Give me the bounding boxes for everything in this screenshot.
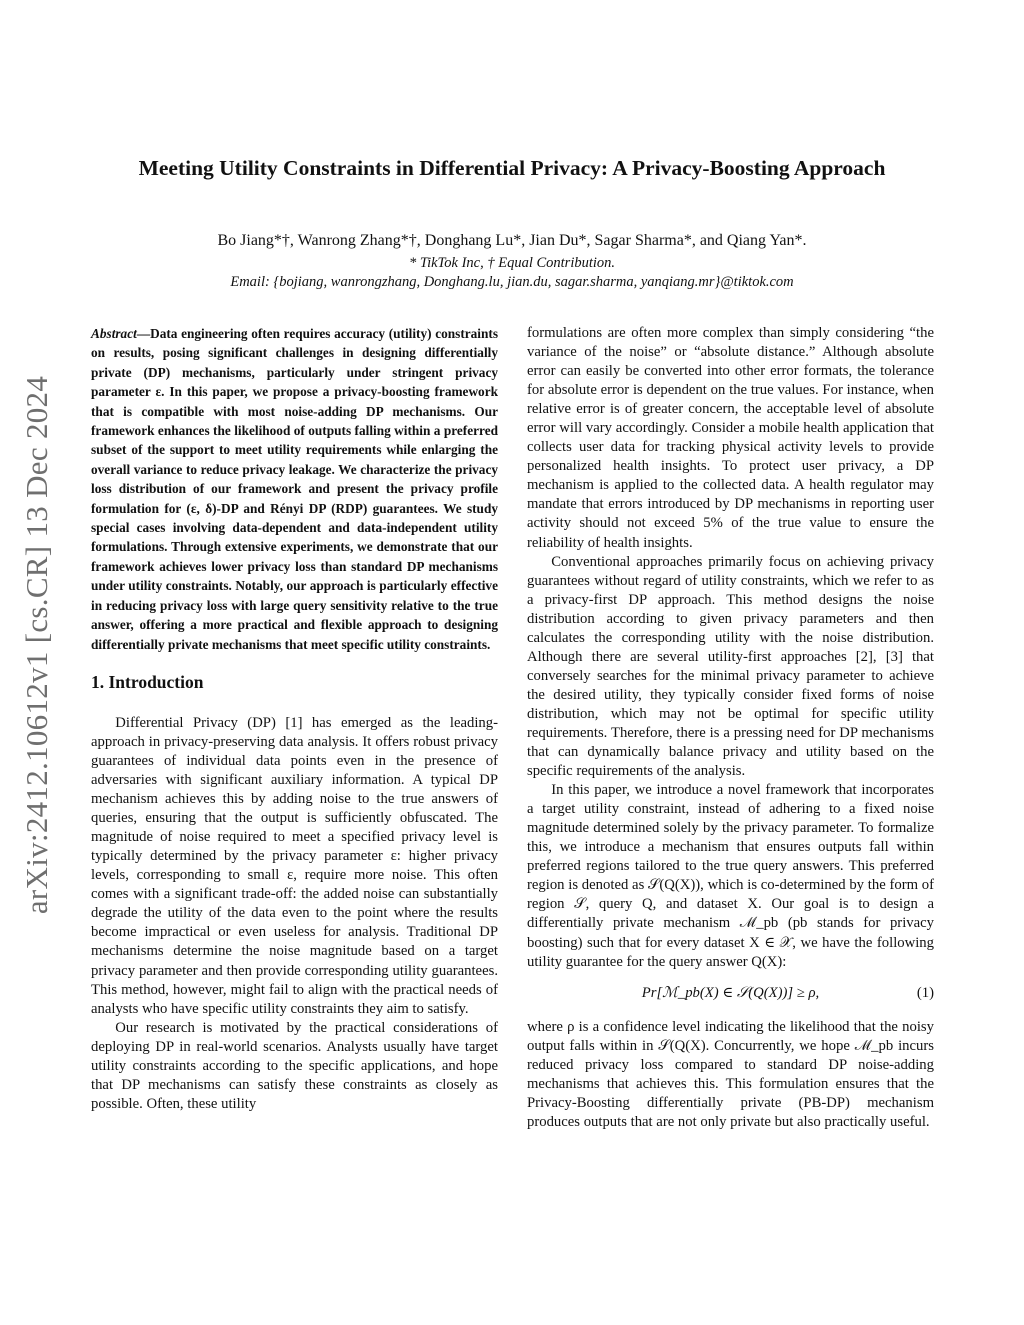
abstract-text: —Data engineering often requires accuracy (utility) constraints on results, posing significant challenges in designing differentially private (DP) mechanisms, particularly under stringent privacy parameter ε. In this paper, we propose a privacy-boosting framework that is compatible with most noise-adding DP mechanisms. Our framework enhances the likelihood of outputs falling within a preferred subset of the support to meet utility requirements while enlarging the overall variance to reduce privacy leakage. We characterize the privacy loss distribution of our framework and present the privacy profile formulation for (ε, δ)-DP and Rényi DP (RDP) guarantees. We study special cases involving data-dependent and data-independent utility formulations. Through extensive experiments, we demonstrate that our framework achieves lower privacy loss than standard DP mechanisms under utility constraints. Notably, our approach is particularly effective in reducing privacy loss with large query sensitivity relative to the true answer, offering a more practical and flexible approach to designing differentially private mechanisms that meet specific utility constraints.	[91, 326, 498, 652]
left-column	[91, 324, 498, 1114]
arxiv-identifier-stamp	[14, 350, 60, 940]
intro-paragraph: Our research is motivated by the practical considerations of deploying DP in real-world scenarios. Analysts usually have target utility constraints according to the specific applications, and hope that DP mechanisms can satisfy these constraints as closely as possible. Often, these utility	[91, 1019, 498, 1112]
body-paragraph: where ρ is a confidence level indicating the likelihood that the noisy output falls within in 𝒮(Q(X). Concurrently, we hope ℳ_pb incurs reduced privacy loss compared to standard DP noise-adding mechanisms that achieves this. This formulation ensures that the Privacy-Boosting differentially private (PB-DP) mechanism produces outputs that are not only private but also practically useful.	[527, 1018, 934, 1130]
abstract-label: Abstract	[91, 326, 137, 341]
body-paragraph: Conventional approaches primarily focus on achieving privacy guarantees without regard of utility constraints, which we refer to as a privacy-first DP approach. This method designs the noise distribution according to given privacy parameters and then calculates the corresponding utility with the noise distribution. Although there are several utility-first approaches [2], [3] that conversely searches for the minimal privacy parameter to achieve the desired utility, they typically consider fixed forms of noise distribution, which may not be optimal for specific utility requirements. Therefore, there is a pressing need for DP mechanisms that can dynamically balance privacy and utility based on the specific requirements of the analysis.	[527, 553, 934, 780]
equation-1	[527, 984, 934, 1006]
affiliation-line: * TikTok Inc, † Equal Contribution.	[408, 255, 616, 271]
equation-number: (1)	[916, 984, 934, 1001]
equation-body: Pr[ℳ_pb(X) ∈ 𝒮(Q(X))] ≥ ρ,	[641, 984, 820, 1001]
right-column	[527, 324, 934, 1132]
body-paragraph: In this paper, we introduce a novel framework that incorporates a target utility constraint, instead of adhering to a fixed noise magnitude determined solely by the privacy parameter. To formalize this, we introduce a mechanism that ensures outputs fall within preferred regions tailored to the true query answers. This preferred region is denoted as 𝒮(Q(X)), which is co-determined by the form of region 𝒮, query Q, and dataset X. Our goal is to design a differentially private mechanism ℳ_pb (pb stands for privacy boosting) such that for every dataset X ∈ 𝒳, we have the following utility guarantee for the query answer Q(X):	[527, 782, 934, 970]
author-list: Bo Jiang*†, Wanrong Zhang*†, Donghang Lu*, Jian Du*, Sagar Sharma*, and Qiang Yan*.	[217, 232, 807, 249]
intro-paragraph: Differential Privacy (DP) [1] has emerged as the leading-approach in privacy-preserving data analysis. It offers robust privacy guarantees of individual data points even in the presence of adversaries with significant auxiliary information. A typical DP mechanism achieves this by adding noise to the true answers of queries, ensuring that the output is sufficiently obfuscated. The magnitude of noise required to meet a specified privacy level is typically determined by the privacy parameter ε: higher privacy levels, corresponding to small ε, require more noise. This often comes with a significant trade-off: the added noise can substantially degrade the utility of the data even to the point where the results become impractical or even useless for analysis. Traditional DP mechanisms determine the noise magnitude based on a target privacy parameter and then provide corresponding utility guarantees. This method, however, might fail to align with the practical needs of analysts who have specific utility constraints they aim to satisfy.	[91, 714, 498, 1017]
paper-title: Meeting Utility Constraints in Differential Privacy: A Privacy-Boosting Approach	[138, 156, 886, 180]
arxiv-identifier-text: arXiv:2412.10612v1 [cs.CR] 13 Dec 2024	[19, 375, 54, 915]
email-line: Email: {bojiang, wanrongzhang, Donghang.lu, jian.du, sagar.sharma, yanqiang.mr}@tiktok.com	[230, 274, 794, 290]
body-paragraph: formulations are often more complex than simply considering “the variance of the noise” or “absolute distance.” Although absolute error can easily be converted into other error formats, the tolerance for absolute error is dependent on the true values. For instance, when relative error is of greater concern, the acceptable level of absolute error will vary accordingly. Consider a mobile health application that collects user data for tracking physical activity levels to provide personalized health insights. To protect user privacy, a DP mechanism is applied to the collected data. A health regulator may mandate that errors introduced by DP mechanisms in reporting user activity should not exceed 5% of the true value to ensure the reliability of health insights.	[527, 325, 934, 551]
section-heading-introduction: 1. Introduction	[91, 671, 204, 692]
abstract	[91, 324, 498, 654]
